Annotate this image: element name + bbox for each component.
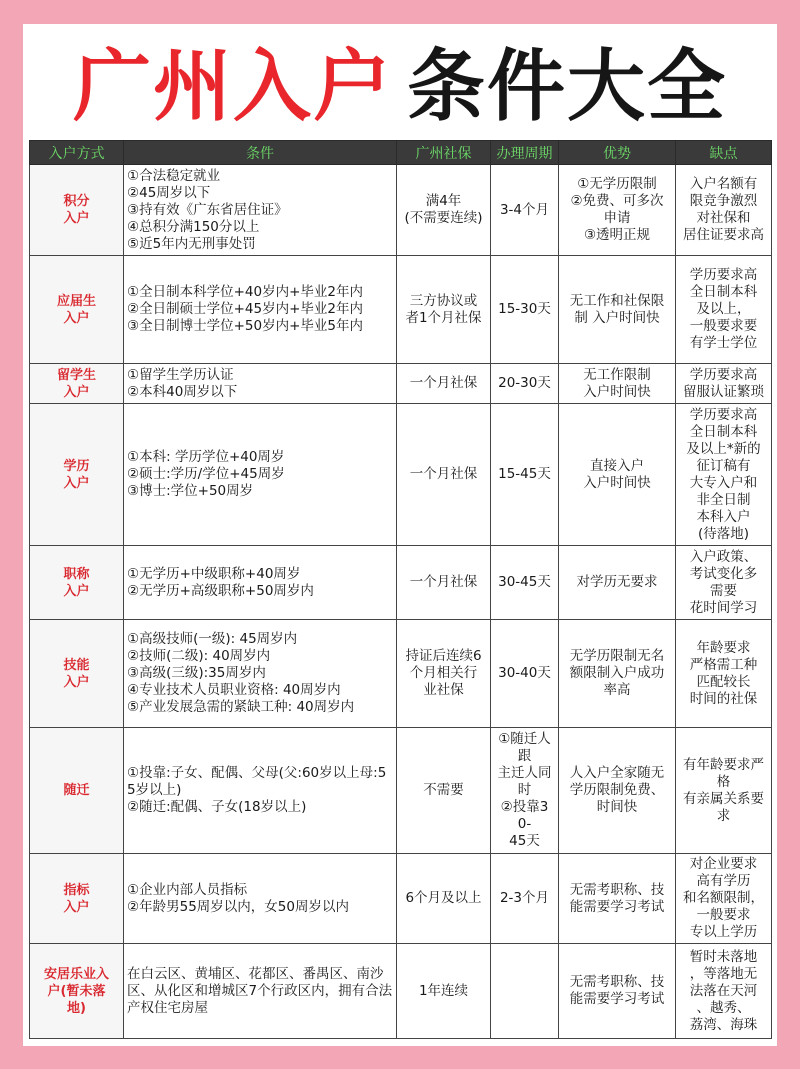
cell-line: 入户 [63,211,90,226]
row-advantage [559,364,676,404]
cell-line: 满4年 [425,193,462,209]
cell-line: 入户政策、 [689,548,758,565]
row-method [30,165,124,256]
row-conditions [124,404,397,546]
cell-line: 应届生 [56,293,96,309]
row-disadvantage [676,364,772,404]
cell-line: 征订稿有 [696,457,751,474]
cell-line: 制 入户时间快 [574,309,660,326]
cell-line: ②无学历+高级职称+50周岁内 [127,582,314,599]
cell-line: 和名额限制， [683,890,764,906]
cell-line: 居住证要求高 [683,227,764,243]
page-title [23,24,777,136]
cell-line: 学历 [63,458,90,474]
cell-line: ②随迁:配偶、子女(18岁以上) [127,799,307,815]
cell-line: ⑤近5年内无刑事处罚 [127,235,256,252]
cell-line: ②技师(二级): 40周岁内 [127,648,271,664]
cell-line: ①随迁人 [498,731,551,747]
row-social-security [397,944,491,1039]
cell-line: 跟 [517,748,532,764]
row-method [30,854,124,944]
cell-line: ①合法稳定就业 [127,167,221,184]
row-advantage [559,944,676,1039]
row-social-security [397,404,491,546]
row-period [491,944,559,1039]
cell-line: ⑤产业发展急需的紧缺工种: 40周岁内 [127,699,355,715]
row-method [30,256,124,364]
column-header: 入户方式 [30,141,124,165]
row-period [491,404,559,546]
cell-line: 30-45天 [498,574,551,590]
column-header: 缺点 [676,141,772,165]
cell-line: 全日制本科 [689,423,758,440]
cell-line: 15-45天 [498,466,551,482]
row-social-security [397,546,491,620]
cell-line: 匹配较长 [696,673,751,690]
column-header: 条件 [124,141,397,165]
row-advantage [559,546,676,620]
cell-line: ①无学历+中级职称+40周岁 [127,565,301,582]
cell-line: (不需要连续) [404,210,483,226]
cell-line: ①企业内部人员指标 [127,881,248,898]
cell-line: 入户 [63,899,90,915]
row-period [491,546,559,620]
cell-line: 时间的社保 [689,690,758,707]
column-header: 办理周期 [491,141,559,165]
row-social-security [397,364,491,404]
row-social-security [397,620,491,728]
cell-line: 有亲属关系要求 [683,790,764,824]
cell-line: 20-30天 [498,375,551,391]
title-black: 条件大全 [407,42,728,132]
cell-line: 入户 [63,674,90,690]
cell-line: 不需要 [423,782,464,798]
cell-line: 学历限制免费、 [569,782,665,798]
cell-line: 率高 [603,682,631,698]
cell-line: 指标 [63,882,90,898]
table-header-row [30,141,772,165]
table-row [30,404,772,546]
table-row [30,256,772,364]
cell-line: 入户 [63,475,90,491]
row-social-security [397,854,491,944]
cell-line: ③全日制博士学位+50岁内+毕业5年内 [127,318,363,334]
cell-line: 随迁 [63,783,90,798]
row-period [491,256,559,364]
cell-line: 在白云区、黄埔区、花都区、番禺区、南沙区、从化区和增城区7个行政区内，拥有合法产权住宅房屋 [127,965,393,1016]
cell-line: ②年龄男55周岁以内，女50周岁以内 [127,898,349,915]
cell-line: ①无学历限制 [577,176,657,192]
cell-line: 年龄要求 [696,639,751,656]
column-header: 优势 [559,141,676,165]
cell-line: 全日制本科 [689,284,758,300]
cell-line: 学历要求高 [689,267,758,283]
row-period [491,728,559,854]
cell-line: 一个月社保 [409,466,478,482]
row-disadvantage [676,256,772,364]
row-method [30,546,124,620]
cell-line: 者1个月社保 [405,309,482,326]
cell-line: 主迁人同 [497,765,552,781]
cell-line: ②免费、可多次 [570,193,664,209]
cell-line: 一个月社保 [409,574,478,590]
row-conditions [124,546,397,620]
cell-line: 入户 [63,310,90,326]
row-advantage [559,620,676,728]
row-conditions [124,944,397,1039]
table-row [30,546,772,620]
cell-line: 地) [67,1000,86,1016]
row-period [491,165,559,256]
table-row [30,620,772,728]
cell-line: 无工作和社保限 [569,292,665,309]
cell-line: 非全日制 [696,491,751,508]
row-method [30,364,124,404]
cell-line: 限竞争激烈 [689,193,758,209]
row-disadvantage [676,546,772,620]
row-disadvantage [676,620,772,728]
table-row [30,165,772,256]
row-advantage [559,728,676,854]
cell-line: 学历要求高 [689,366,758,383]
row-social-security [397,165,491,256]
cell-line: 及以上*新的 [686,440,761,457]
row-conditions [124,364,397,404]
cell-line: 入户 [63,384,90,400]
cell-line: 人入户全家随无 [569,765,665,781]
cell-line: 无工作限制 [583,366,651,383]
cell-line: 有学士学位 [689,335,758,351]
cell-line: 额限制入户成功 [569,665,665,681]
cell-line: 户(暂未落 [47,983,106,999]
cell-line: 专以上学历 [689,924,758,940]
cell-line: 留学生 [56,367,96,383]
row-disadvantage [676,404,772,546]
cell-line: ①留学生学历认证 [127,366,234,383]
cell-line: 对企业要求 [689,856,758,872]
cell-line: ①本科: 学历学位+40周岁 [127,449,285,465]
row-conditions [124,728,397,854]
cell-line: 一般要求要 [689,318,758,334]
cell-line: 个月相关行 [409,665,478,681]
cell-line: 时间快 [596,799,638,815]
cell-line: 持证后连续6 [405,648,482,664]
cell-line: 及以上， [696,301,751,317]
row-method [30,944,124,1039]
cell-line: 时 [517,782,532,798]
cell-line: 暂时未落地 [689,948,758,965]
row-disadvantage [676,165,772,256]
cell-line: 一个月社保 [409,375,478,391]
row-advantage [559,256,676,364]
table-row [30,854,772,944]
cell-line: 技能 [63,657,90,673]
cell-line: 、越秀、 [696,999,751,1016]
cell-line: 无学历限制无名 [569,648,665,664]
cell-line: 有年龄要求严格 [683,756,764,790]
cell-line: 0- [517,816,532,832]
row-disadvantage [676,854,772,944]
cell-line: 能需要学习考试 [569,898,665,915]
row-method [30,728,124,854]
cell-line: 安居乐业入 [43,966,109,982]
cell-line: 1年连续 [418,982,469,999]
cell-line: 严格需工种 [689,656,758,673]
cell-line: ③高级(三级):35周岁内 [127,665,266,681]
cell-line: 申请 [603,210,631,226]
cell-line: ③博士:学位+50周岁 [127,483,254,499]
cell-line: ③持有效《广东省居住证》 [127,201,288,218]
cell-line: 入户名额有 [689,176,758,192]
cell-line: 6个月及以上 [405,890,482,906]
cell-line: 15-30天 [498,301,551,317]
column-header: 广州社保 [397,141,491,165]
cell-line: 2-3个月 [499,890,550,906]
cell-line: 高有学历 [696,873,751,889]
row-period [491,364,559,404]
cell-line: 对社保和 [696,210,751,226]
cell-line: ②本科40周岁以下 [127,383,238,400]
cell-line: ②45周岁以下 [127,184,211,201]
cell-line: (待落地) [697,525,750,542]
cell-line: ③透明正规 [583,227,651,243]
table-row [30,364,772,404]
cell-line: 大专入户和 [689,474,758,491]
cell-line: ②全日制硕士学位+45岁内+毕业2年内 [127,301,363,317]
cell-line: 入户时间快 [583,474,651,491]
cell-line: ①投靠:子女、配偶、父母(父:60岁以上母:55岁以上) [127,765,387,798]
cell-line: 职称 [63,566,90,582]
row-period [491,620,559,728]
row-conditions [124,256,397,364]
row-method [30,404,124,546]
table-row [30,728,772,854]
cell-line: 花时间学习 [689,599,758,616]
cell-line: 法落在天河 [689,982,758,999]
row-advantage [559,404,676,546]
cell-line: 对学历无要求 [576,574,658,590]
cell-line: 3-4个月 [499,201,550,218]
table-body [30,165,772,1039]
cell-line: 三方协议或 [409,292,478,309]
row-conditions [124,854,397,944]
poster-card [23,24,777,1046]
cell-line: 能需要学习考试 [569,991,665,1007]
cell-line: ，等落地无 [689,965,758,982]
cell-line: 业社保 [423,682,464,698]
row-disadvantage [676,944,772,1039]
row-advantage [559,165,676,256]
cell-line: 需要 [710,582,737,599]
cell-line: 无需考职称、技 [569,881,665,898]
row-social-security [397,728,491,854]
cell-line: ②投靠3 [500,799,549,815]
cell-line: 直接入户 [590,457,644,474]
row-disadvantage [676,728,772,854]
cell-line: 无需考职称、技 [569,974,665,990]
cell-line: 学历要求高 [689,406,758,423]
row-advantage [559,854,676,944]
cell-line: ④总积分满150分以上 [127,218,260,235]
title-red: 广州入户 [72,42,393,132]
cell-line: 入户 [63,583,90,599]
conditions-table [29,140,772,1039]
row-conditions [124,620,397,728]
cell-line: ①高级技师(一级): 45周岁内 [127,631,298,647]
cell-line: 入户时间快 [583,383,651,400]
row-conditions [124,165,397,256]
cell-line: 30-40天 [498,665,551,681]
cell-line: ④专业技术人员职业资格: 40周岁内 [127,682,341,698]
cell-line: 考试变化多 [689,565,758,582]
cell-line: 45天 [509,833,540,849]
cell-line: 积分 [63,194,90,209]
cell-line: ②硕士:学历/学位+45周岁 [127,466,285,482]
row-period [491,854,559,944]
row-method [30,620,124,728]
cell-line: 本科入户 [696,508,751,525]
cell-line: 留服认证繁琐 [683,383,764,400]
row-social-security [397,256,491,364]
table-row [30,944,772,1039]
cell-line: 荔湾、海珠 [689,1016,758,1033]
cell-line: ①全日制本科学位+40岁内+毕业2年内 [127,284,363,300]
cell-line: 一般要求 [696,907,751,923]
